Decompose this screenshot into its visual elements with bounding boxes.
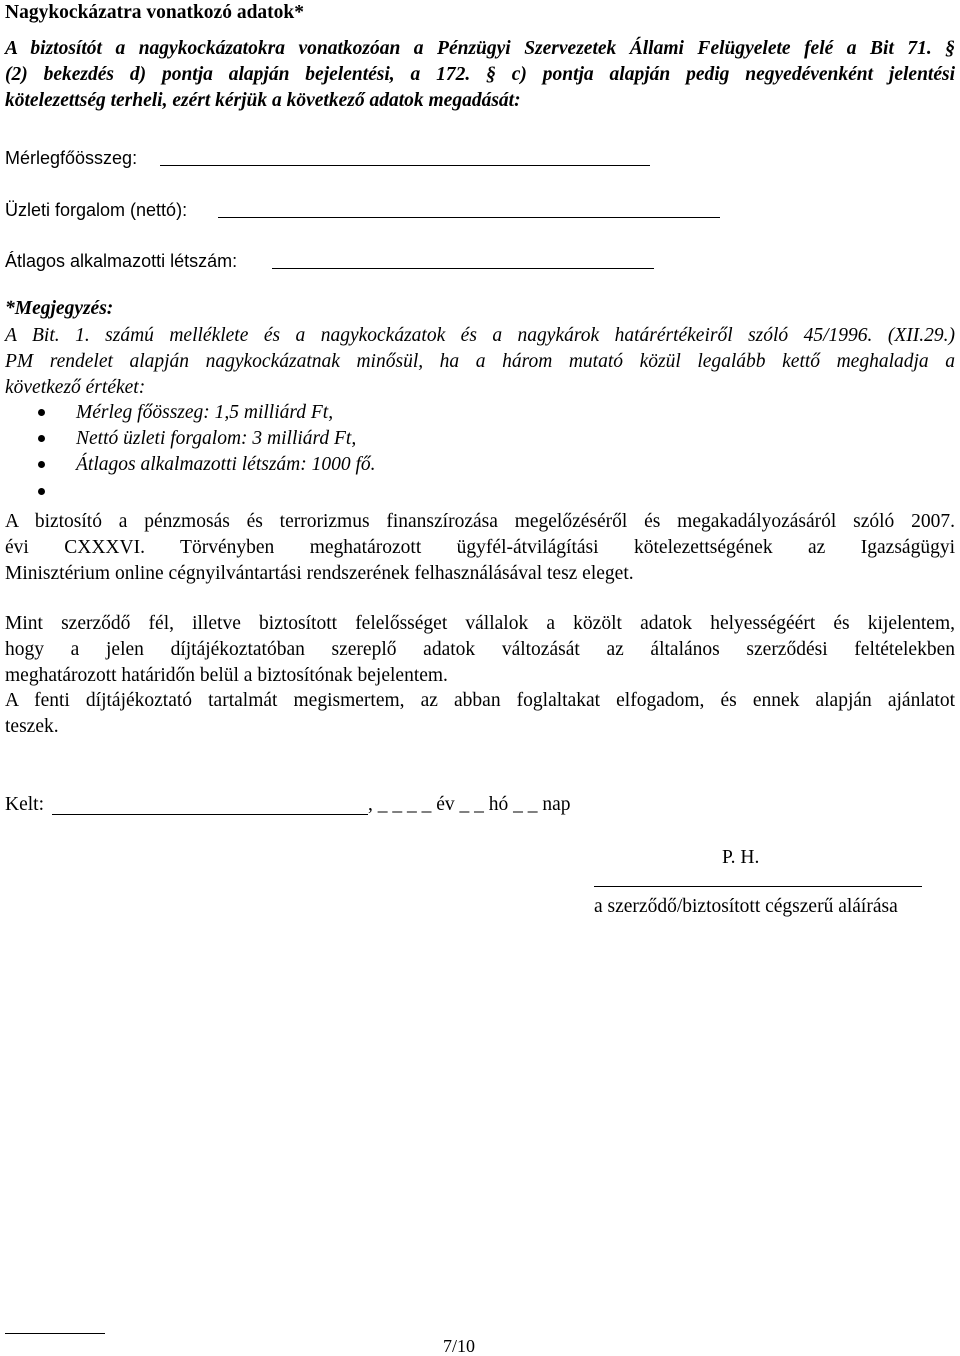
seal-label: P. H. bbox=[722, 847, 760, 868]
bullet-icon bbox=[38, 409, 45, 416]
ml-line-3: Minisztérium online cégnyilvántartási rendszerének felhasználásával tesz eleget. bbox=[5, 563, 634, 584]
decl-line-2: hogy a jelen díjtájékoztatóban szereplő adatok változását az általános szerződési feltételekben bbox=[5, 639, 955, 660]
note-line-2: PM rendelet alapján nagykockázatnak minősül, ha a három mutató közül legalább kettő meghaladja a bbox=[5, 351, 955, 372]
signature-line[interactable] bbox=[594, 886, 922, 887]
decl-line-1: Mint szerződő fél, illetve biztosított felelősséget vállalok a közölt adatok helyességéért és kijelentem, bbox=[5, 613, 955, 634]
turnover-label: Üzleti forgalom (nettó): bbox=[5, 200, 188, 220]
place-field[interactable] bbox=[52, 814, 368, 815]
page-title: Nagykockázatra vonatkozó adatok* bbox=[5, 2, 305, 23]
ml-line-2: évi CXXXVI. Törvényben meghatározott ügyfél-átvilágítási kötelezettségének az Igazságügyi bbox=[5, 537, 955, 558]
intro-line-2: (2) bekezdés d) pontja alapján bejelentési, a 172. § c) pontja alapján pedig negyedévenként jelentési bbox=[5, 64, 955, 85]
bullet-icon bbox=[38, 435, 45, 442]
bullet-icon bbox=[38, 461, 45, 468]
note-line-3: következő értéket: bbox=[5, 377, 146, 398]
note-line-1: A Bit. 1. számú melléklete és a nagykockázatok és a nagykárok határértékeiről szóló 45/1996. (XII.29.) bbox=[5, 325, 955, 346]
intro-line-3: kötelezettség terheli, ezért kérjük a következő adatok megadását: bbox=[5, 90, 521, 111]
balance-label: Mérlegfőösszeg: bbox=[5, 148, 138, 168]
headcount-label: Átlagos alkalmazotti létszám: bbox=[5, 251, 238, 271]
turnover-field[interactable] bbox=[218, 217, 720, 218]
decl-line-5: teszek. bbox=[5, 716, 59, 737]
place-label: Kelt: bbox=[5, 794, 44, 815]
note-title: *Megjegyzés: bbox=[5, 298, 114, 319]
decl-line-3: meghatározott határidőn belül a biztosítónak bejelentem. bbox=[5, 665, 448, 686]
note-bullet-3: Átlagos alkalmazotti létszám: 1000 fő. bbox=[76, 454, 376, 475]
ml-line-1: A biztosító a pénzmosás és terrorizmus finanszírozása megelőzéséről és megakadályozásáról szóló 2007. bbox=[5, 511, 955, 532]
headcount-field[interactable] bbox=[272, 268, 654, 269]
intro-line-1: A biztosítót a nagykockázatokra vonatkozóan a Pénzügyi Szervezetek Állami Felügyelete felé a Bit 71. § bbox=[5, 38, 955, 59]
note-bullet-1: Mérleg főösszeg: 1,5 milliárd Ft, bbox=[76, 402, 334, 423]
bullet-icon bbox=[38, 488, 45, 495]
decl-line-4: A fenti díjtájékoztató tartalmát megismertem, az abban foglaltakat elfogadom, és ennek alapján ajánlatot bbox=[5, 690, 955, 711]
balance-field[interactable] bbox=[160, 165, 650, 166]
page-number: 7/10 bbox=[443, 1336, 476, 1356]
date-text: , _ _ _ _ év _ _ hó _ _ nap bbox=[368, 794, 571, 815]
signature-label: a szerződő/biztosított cégszerű aláírása bbox=[594, 896, 898, 917]
note-bullet-2: Nettó üzleti forgalom: 3 milliárd Ft, bbox=[76, 428, 357, 449]
footer-divider bbox=[5, 1333, 105, 1334]
